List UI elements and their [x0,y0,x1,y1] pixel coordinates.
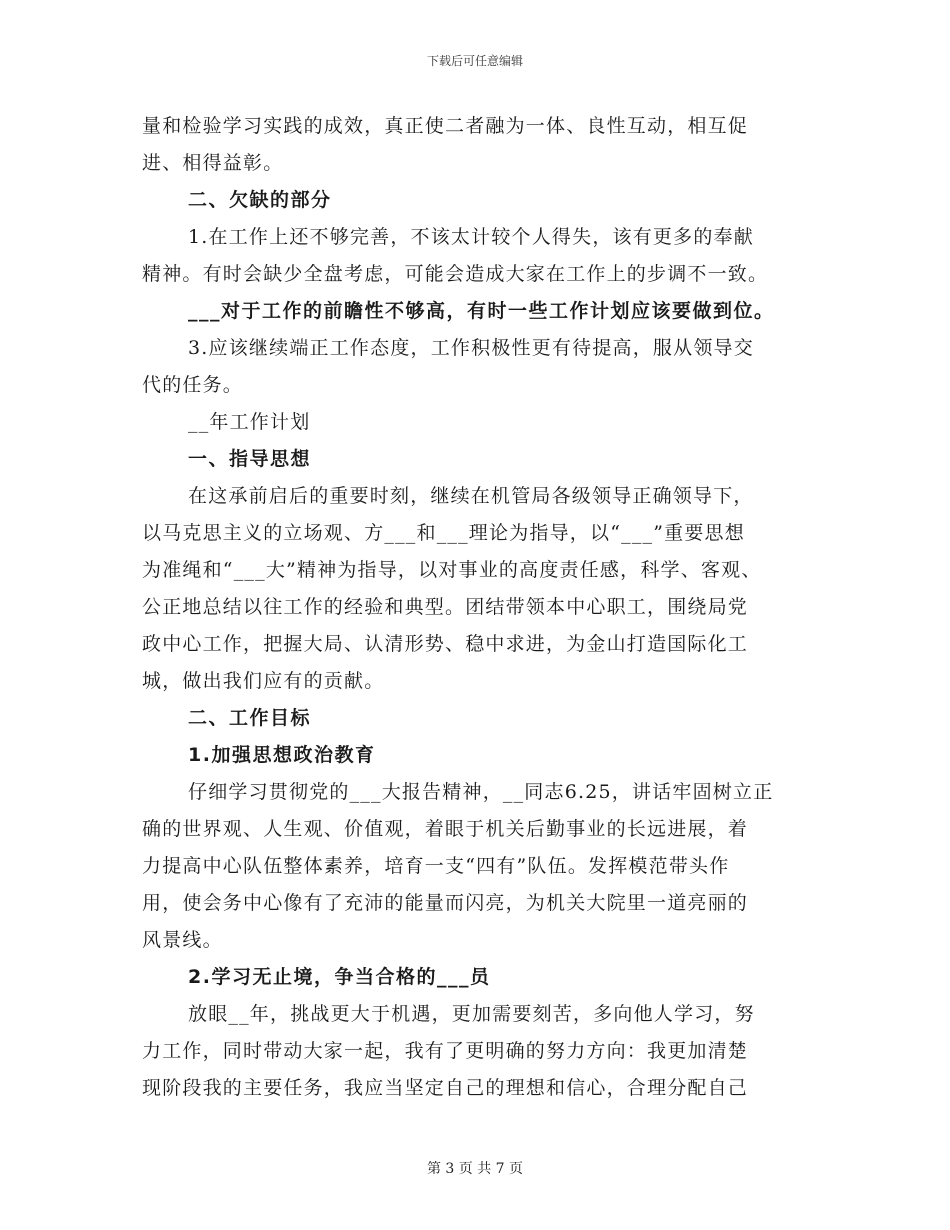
document-body [142,108,814,1107]
section-heading: ___对于工作的前瞻性不够高，有时一些工作计划应该要做到位。 [188,300,775,322]
section-heading: 二、工作目标 [188,707,312,729]
body-text-line: 力工作，同时带动大家一起，我有了更明确的努力方向：我更加清楚 [142,1040,749,1062]
body-text-line: 风景线。 [142,929,223,951]
body-text-line: 3.应该继续端正工作态度，工作积极性更有待提高，服从领导交 [188,337,754,359]
body-text-line: __年工作计划 [188,411,311,433]
body-text-line: 力提高中心队伍整体素养，培育一支“四有”队伍。发挥模范带头作 [142,855,730,877]
body-text-line: 代的任务。 [142,374,244,396]
section-heading: 2.学习无止境，争当合格的___员 [188,966,491,988]
body-text-line: 用，使会务中心像有了充沛的能量而闪亮，为机关大院里一道亮丽的 [142,892,749,914]
body-text-line: 公正地总结以往工作的经验和典型。团结带领本中心职工，围绕局党 [142,596,749,618]
body-text-line: 仔细学习贯彻党的___大报告精神，__同志6.25，讲话牢固树立正 [188,781,774,803]
body-text-line: 确的世界观、人生观、价值观，着眼于机关后勤事业的长远进展，着 [142,818,749,840]
body-text-line: 政中心工作，把握大局、认清形势、稳中求进，为金山打造国际化工 [142,633,749,655]
page-footer: 第 3 页 共 7 页 [426,1161,524,1177]
body-text-line: 1.在工作上还不够完善，不该太计较个人得失，该有更多的奉献 [188,226,754,248]
body-text-line: 以马克思主义的立场观、方___和___理论为指导，以“___”重要思想 [142,522,745,544]
body-text-line: 量和检验学习实践的成效，真正使二者融为一体、良性互动，相互促 [142,115,749,137]
body-text-line: 精神。有时会缺少全盘考虑，可能会造成大家在工作上的步调不一致。 [142,263,769,285]
page-header: 下载后可任意编辑 [426,54,523,68]
body-text-line: 进、相得益彰。 [142,152,284,174]
section-heading: 1.加强思想政治教育 [188,744,376,766]
section-heading: 二、欠缺的部分 [188,189,332,211]
body-text-line: 在这承前启后的重要时刻，继续在机管局各级领导正确领导下， [188,485,754,507]
section-heading: 一、指导思想 [188,448,312,470]
body-text-line: 放眼__年，挑战更大于机遇，更加需要刻苦，多向他人学习，努 [188,1003,755,1025]
body-text-line: 为准绳和“___大”精神为指导，以对事业的高度责任感，科学、客观、 [142,559,762,581]
body-text-line: 现阶段我的主要任务，我应当坚定自己的理想和信心，合理分配自己 [142,1077,749,1099]
body-text-line: 城，做出我们应有的贡献。 [142,670,385,692]
